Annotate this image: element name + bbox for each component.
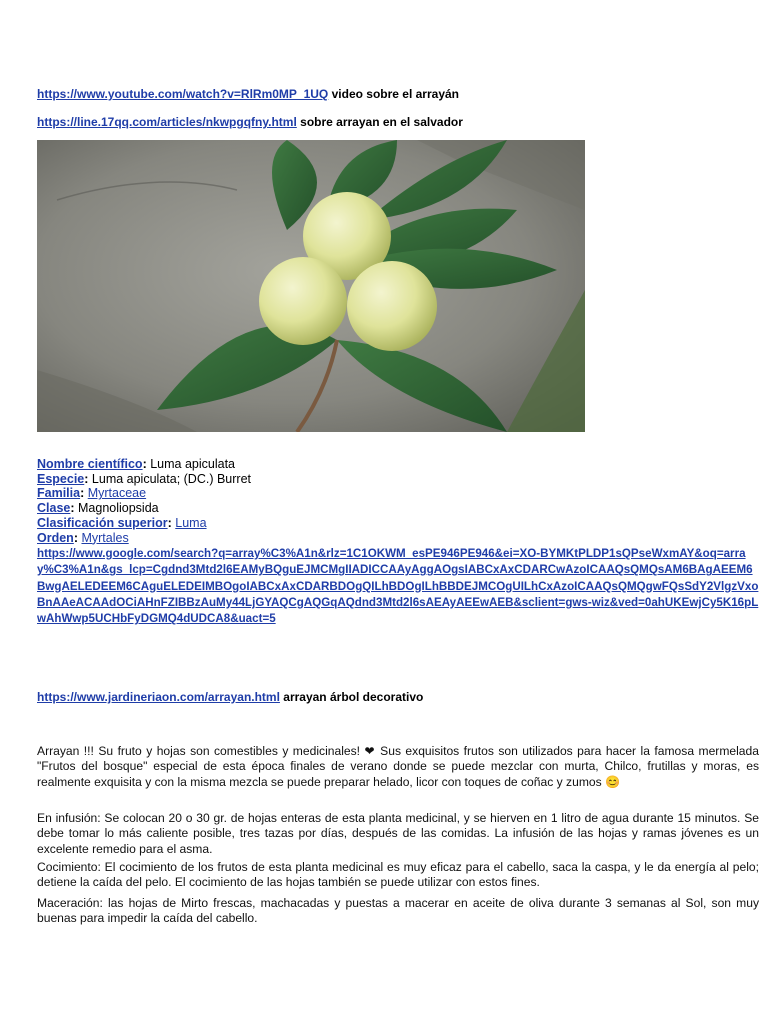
arrayan-photo bbox=[37, 140, 585, 432]
taxonomy-row-clasificacion: Clasificación superior: Luma bbox=[37, 515, 207, 530]
jardineria-link-line bbox=[37, 689, 423, 705]
especie-label[interactable]: Especie bbox=[37, 471, 85, 486]
clasificacion-label[interactable]: Clasificación superior bbox=[37, 515, 168, 530]
taxonomy-block bbox=[37, 457, 251, 545]
google-search-link[interactable]: https://www.google.com/search?q=array%C3%A1n&rlz=1C1OKWM_esPE946PE946&ei=XO-BYMKtPLDP1sQPseWxmAY&oq=array%C3%A1n&gs_lcp=Cgdnd3Mtd2l6EAMyBQguEJMCMgIIADICCAAyAggAOgsIABCxAxCDARCwAzoICAAQsQMQsAM6BAgAEEM6BwgAELEDEEM6CAguELEDEIMBOgoIABCxAxCDARBDOgQILhBDOgILhBBDEJMCOgUILhCxAzoICAAQsQMQgwFQsSdY2VlgzVxoBnAAeACAAdOCiAHnFZIBBzAuMy44LjGYAQCgAQGqAQdnd3Mtd2l6sAEAyAEEwAEB&sclient=gws-wiz&ved=0ahUKEwjCy5K16pLwAhWwp5UCHbFyDGMQ4dUDCA8&uact=5 bbox=[37, 547, 759, 626]
especie-value: Luma apiculata; (DC.) Burret bbox=[88, 471, 251, 486]
line17qq-link-description: sobre arrayan en el salvador bbox=[296, 115, 463, 129]
orden-label[interactable]: Orden bbox=[37, 530, 74, 545]
youtube-link-description: video sobre el arrayán bbox=[328, 87, 459, 101]
jardineria-link[interactable]: https://www.jardineriaon.com/arrayan.html bbox=[37, 690, 280, 704]
nombre-value: Luma apiculata bbox=[146, 457, 236, 471]
clase-value: Magnoliopsida bbox=[74, 501, 159, 516]
taxonomy-row-clase: Clase: Magnoliopsida bbox=[37, 501, 159, 516]
line17qq-link-line bbox=[37, 114, 463, 130]
paragraph-infusion: En infusión: Se colocan 20 o 30 gr. de hojas enteras de esta planta medicinal, y se hierven en 1 litro de agua durante 15 minutos. Se debe tomar lo más caliente posible, tres tazas por días, después de las comidas. La infusión de las hojas y ramas jóvenes es un excelente remedio para el asma. bbox=[37, 811, 759, 856]
orden-value-link[interactable]: Myrtales bbox=[81, 530, 129, 545]
taxonomy-row-familia: Familia: Myrtaceae bbox=[37, 486, 147, 501]
nombre-label[interactable]: Nombre científico bbox=[37, 457, 143, 471]
taxonomy-row-especie: Especie: Luma apiculata; (DC.) Burret bbox=[37, 471, 251, 486]
paragraph-maceracion: Maceración: las hojas de Mirto frescas, machacadas y puestas a macerar en aceite de oliva durante 3 semanas al Sol, son muy buenas para impedir la caída del cabello. bbox=[37, 896, 759, 926]
familia-value-link[interactable]: Myrtaceae bbox=[87, 486, 147, 501]
taxonomy-row-nombre: Nombre científico: Luma apiculata bbox=[37, 457, 236, 471]
jardineria-link-description: arrayan árbol decorativo bbox=[279, 690, 424, 704]
familia-label[interactable]: Familia bbox=[37, 486, 81, 501]
paragraph-arrayan-intro: Arrayan !!! Su fruto y hojas son comestibles y medicinales! ❤ Sus exquisitos frutos son utilizados para hacer la famosa mermelada "Frutos del bosque" especial de esta época finales de verano donde se puede mezclar con murta, Chilco, frutillas y moras, es realmente exquisita y con la misma mezcla se puede preparar helado, licor con toques de coñac y zumos 😊 bbox=[37, 744, 759, 789]
taxonomy-row-orden: Orden: Myrtales bbox=[37, 530, 129, 545]
youtube-link-line bbox=[37, 86, 459, 102]
youtube-link[interactable]: https://www.youtube.com/watch?v=RlRm0MP_1UQ bbox=[37, 87, 329, 101]
clase-label[interactable]: Clase bbox=[37, 501, 71, 516]
clasificacion-value-link[interactable]: Luma bbox=[175, 515, 207, 530]
paragraph-cocimiento: Cocimiento: El cocimiento de los frutos de esta planta medicinal es muy eficaz para el cabello, saca la caspa, y le da energía al pelo; detiene la caída del pelo. El cocimiento de las hojas también se puede utilizar con estos fines. bbox=[37, 860, 759, 890]
line17qq-link[interactable]: https://line.17qq.com/articles/nkwpgqfny.html bbox=[37, 115, 297, 129]
